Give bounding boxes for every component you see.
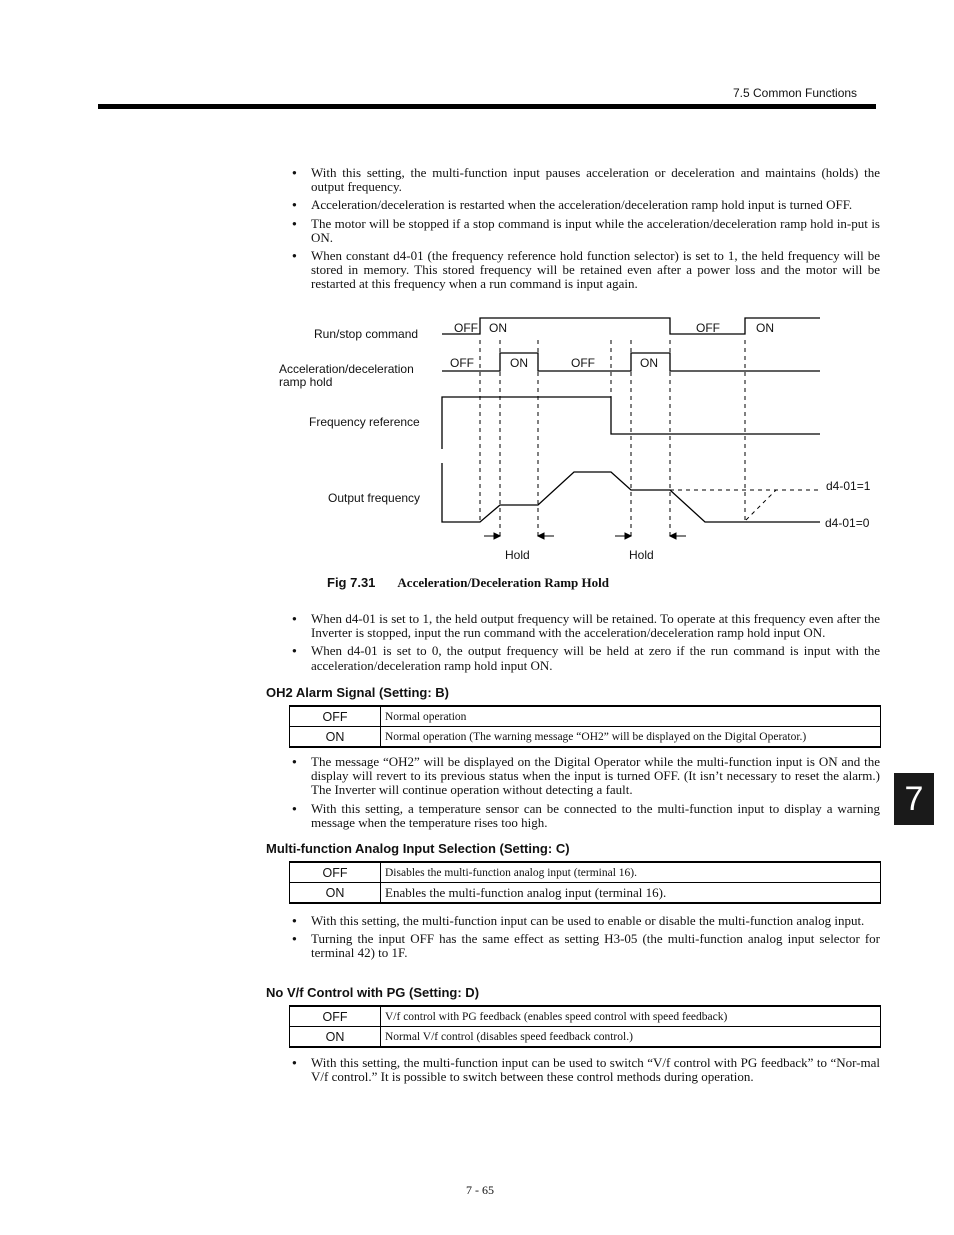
novf-heading: No V/f Control with PG (Setting: D) [266, 985, 480, 1000]
table-row [290, 883, 881, 904]
hold-state-off-2: OFF [571, 356, 595, 370]
output-frequency-label: Output frequency [328, 491, 421, 505]
ramp-hold-waveform [442, 353, 820, 371]
novf-bullet-list [292, 1056, 880, 1088]
list-item: ● When d4-01 is set to 1, the held output frequency will be retained. To operate at this frequency even after the Inverter is stopped, input the run command with the acceleration/deceleration ramp hold input ON. [292, 612, 880, 640]
run-state-on-1: ON [489, 321, 507, 335]
hold-state-off-1: OFF [450, 356, 474, 370]
oh2-bullet-list [292, 755, 880, 834]
mfa-bullet-list [292, 914, 880, 965]
table-cell-value: Disables the multi-function analog input (terminal 16). [381, 862, 881, 883]
table-cell-value: Enables the multi-function analog input (terminal 16). [381, 883, 881, 904]
table-cell-key: ON [290, 883, 381, 904]
novf-settings-table [289, 1005, 881, 1048]
list-item: ● When d4-01 is set to 0, the output frequency will be held at zero if the run command is input with the acceleration/deceleration ramp hold input ON. [292, 644, 880, 672]
running-header-section: 7.5 Common Functions [733, 86, 858, 100]
list-item: ● Turning the input OFF has the same effect as setting H3-05 (the multi-function analog input selector for terminal 42) to 1F. [292, 932, 880, 960]
figure-number: Fig 7.31 [327, 575, 376, 590]
hold-arrowhead-1-left [494, 533, 500, 539]
table-row [290, 1006, 881, 1027]
list-item: ● With this setting, a temperature sensor can be connected to the multi-function input to display a warning message when the temperature rises too high. [292, 802, 880, 830]
list-item: ● With this setting, the multi-function input can be used to enable or disable the multi-function analog input. [292, 914, 880, 928]
oh2-settings-table [289, 705, 881, 748]
table-cell-key: OFF [290, 706, 381, 727]
table-row [290, 706, 881, 727]
list-item: ● The motor will be stopped if a stop command is input while the acceleration/deceleration ramp hold in-put is ON. [292, 217, 880, 245]
run-state-off-1: OFF [454, 321, 478, 335]
ramp-hold-label-line2: ramp hold [279, 375, 333, 389]
run-stop-label: Run/stop command [314, 327, 419, 341]
hold-state-on-2: ON [640, 356, 658, 370]
table-cell-key: ON [290, 727, 381, 748]
figure-title: Acceleration/Deceleration Ramp Hold [397, 575, 609, 590]
header-rule [98, 104, 876, 109]
hold-state-on-1: ON [510, 356, 528, 370]
run-state-on-2: ON [756, 321, 774, 335]
table-row [290, 727, 881, 748]
chapter-tab: 7 [894, 773, 934, 825]
restart-ramp-dashed-line [746, 490, 776, 520]
run-state-off-2: OFF [696, 321, 720, 335]
mfa-heading: Multi-function Analog Input Selection (Setting: C) [266, 841, 570, 856]
ramp-hold-timing-diagram [270, 310, 890, 570]
table-cell-value: Normal V/f control (disables speed feedback control.) [381, 1027, 881, 1048]
list-item: ● Acceleration/deceleration is restarted when the acceleration/deceleration ramp hold input is turned OFF. [292, 198, 880, 212]
table-row [290, 862, 881, 883]
table-cell-key: OFF [290, 1006, 381, 1027]
hold-label-1: Hold [505, 548, 530, 562]
hold-arrowhead-2-left [625, 533, 631, 539]
d4-01-equals-0-label: d4-01=0 [825, 516, 870, 530]
table-cell-value: Normal operation [381, 706, 881, 727]
figure-caption [327, 575, 609, 591]
oh2-heading: OH2 Alarm Signal (Setting: B) [266, 685, 449, 700]
frequency-reference-label: Frequency reference [309, 415, 420, 429]
list-item: ● With this setting, the multi-function input can be used to switch “V/f control with PG feedback” to “Nor-mal V/f control.” It is possible to switch between these control methods during operation. [292, 1056, 880, 1084]
d4-01-equals-1-label: d4-01=1 [826, 479, 871, 493]
intro-bullet-list [292, 166, 880, 296]
hold-arrowhead-2-right [670, 533, 676, 539]
list-item: ● With this setting, the multi-function input pauses acceleration or deceleration and maintains (holds) the output frequency. [292, 166, 880, 194]
table-cell-value: Normal operation (The warning message “OH2” will be displayed on the Digital Operator.) [381, 727, 881, 748]
table-cell-value: V/f control with PG feedback (enables speed control with speed feedback) [381, 1006, 881, 1027]
after-figure-bullet-list [292, 612, 880, 677]
hold-label-2: Hold [629, 548, 654, 562]
table-cell-key: ON [290, 1027, 381, 1048]
list-item: ● The message “OH2” will be displayed on the Digital Operator while the multi-function input is ON and the display will revert to its previous status when the input is turned OFF. (It isn’t necessary to reset the alarm.) The Inverter will continue operation without detecting a fault. [292, 755, 880, 798]
list-item: ● When constant d4-01 (the frequency reference hold function selector) is set to 1, the held frequency will be stored in memory. This stored frequency will be retained even after a power loss and the motor will be restarted at this frequency when a run command is input again. [292, 249, 880, 292]
table-cell-key: OFF [290, 862, 381, 883]
ramp-hold-label-line1: Acceleration/deceleration [279, 362, 414, 376]
table-row [290, 1027, 881, 1048]
mfa-settings-table [289, 861, 881, 904]
hold-arrowhead-1-right [538, 533, 544, 539]
page-number: 7 - 65 [466, 1183, 494, 1197]
